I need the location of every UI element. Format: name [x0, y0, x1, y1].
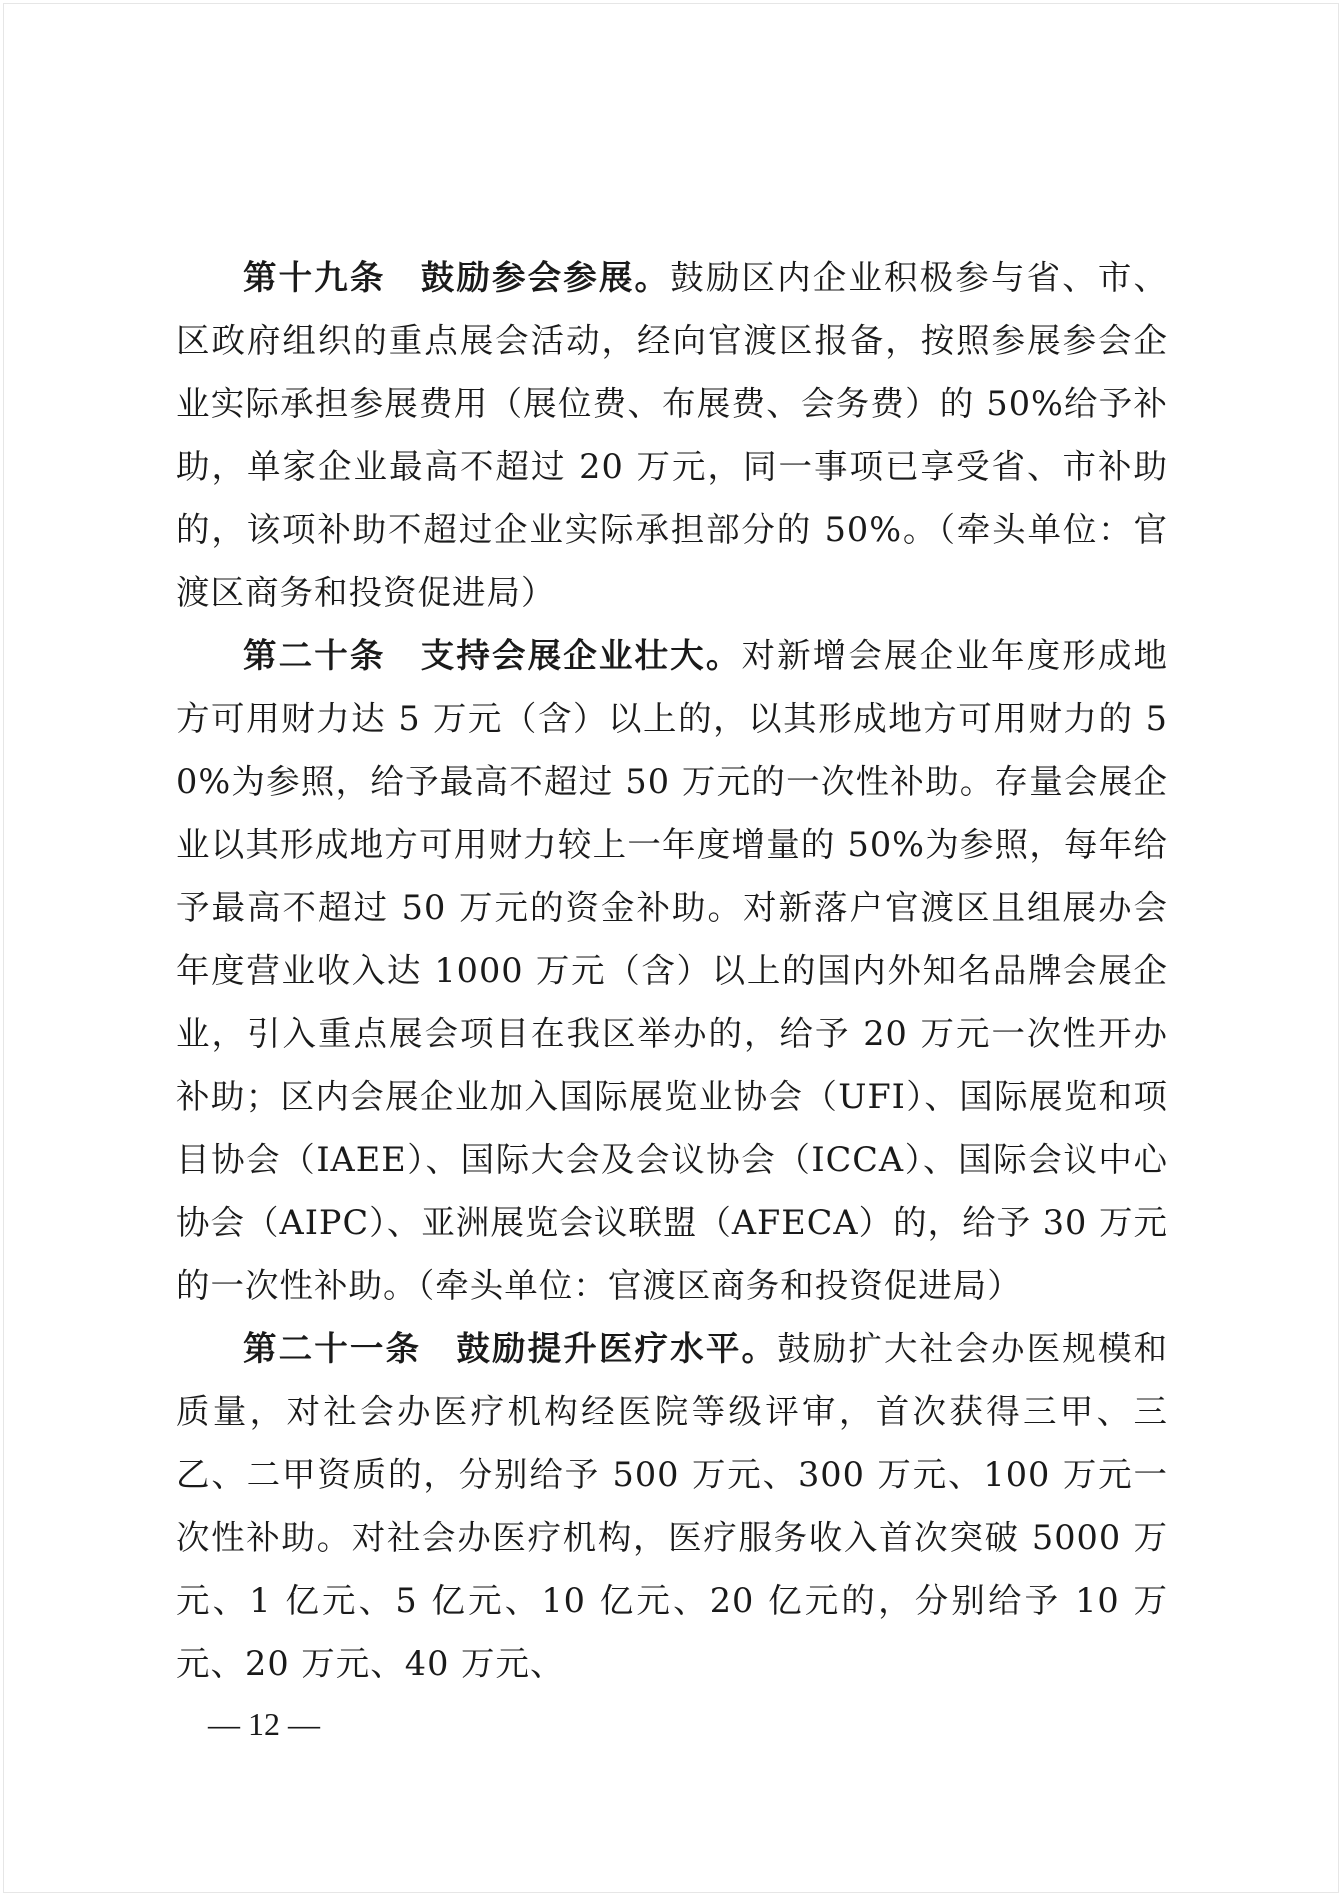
article-20-number: 第二十条	[243, 636, 386, 675]
article-19-body: 鼓励区内企业积极参与省、市、区政府组织的重点展会活动，经向官渡区报备，按照参展参会企业实际承担参展费用（展位费、布展费、会务费）的 50%给予补助，单家企业最高不超过 20 万元，同一事项已享受省、市补助的，该项补助不超过企业实际承担部分的 50%。（牵头单位：官渡区商务和投资促进局）	[176, 258, 1169, 612]
article-21-body: 鼓励扩大社会办医规模和质量，对社会办医疗机构经医院等级评审，首次获得三甲、三乙、二甲资质的，分别给予 500 万元、300 万元、100 万元一次性补助。对社会办医疗机构，医疗服务收入首次突破 5000 万元、1 亿元、5 亿元、10 亿元、20 亿元的，分别给予 10 万元、20 万元、40 万元、	[176, 1329, 1169, 1683]
article-19-title: 鼓励参会参展。	[419, 258, 671, 297]
article-21-title: 鼓励提升医疗水平。	[455, 1329, 778, 1368]
page-number: — 12 —	[208, 1706, 320, 1742]
article-19	[176, 246, 1168, 624]
article-21	[176, 1317, 1168, 1695]
document-body	[176, 246, 1168, 1695]
article-19-number: 第十九条	[243, 258, 386, 297]
article-20-body: 对新增会展企业年度形成地方可用财力达 5 万元（含）以上的，以其形成地方可用财力的 50%为参照，给予最高不超过 50 万元的一次性补助。存量会展企业以其形成地方可用财力较上一年度增量的 50%为参照，每年给予最高不超过 50 万元的资金补助。对新落户官渡区且组展办会年度营业收入达 1000 万元（含）以上的国内外知名品牌会展企业，引入重点展会项目在我区举办的，给予 20 万元一次性开办补助；区内会展企业加入国际展览业协会（UFI）、国际展览和项目协会（IAEE）、国际大会及会议协会（ICCA）、国际会议中心协会（AIPC）、亚洲展览会议联盟（AFECA）的，给予 30 万元的一次性补助。（牵头单位：官渡区商务和投资促进局）	[176, 636, 1169, 1305]
article-21-number: 第二十一条	[243, 1329, 422, 1368]
article-20-title: 支持会展企业壮大。	[419, 636, 742, 675]
article-20	[176, 624, 1168, 1317]
